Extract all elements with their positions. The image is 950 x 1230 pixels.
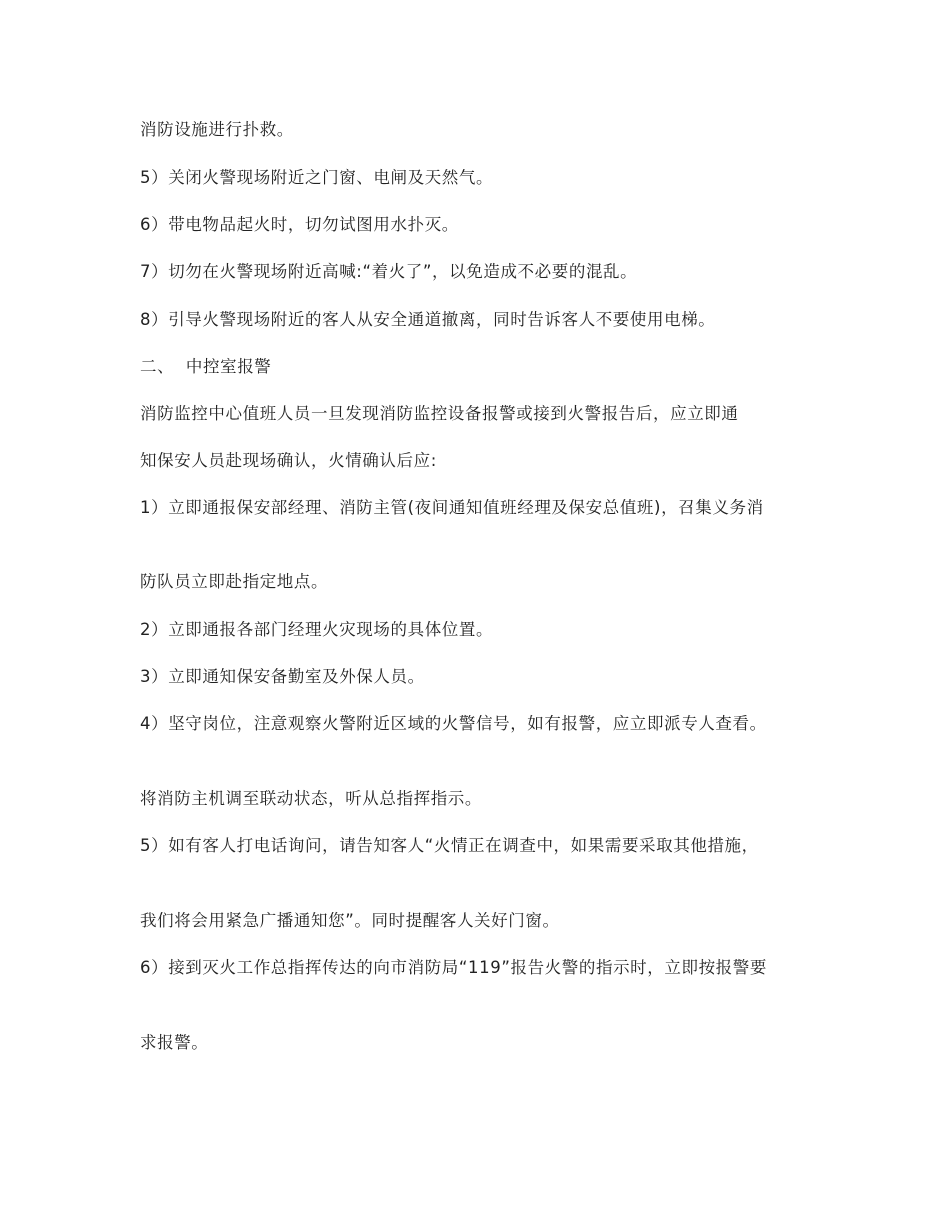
paragraph: 4）坚守岗位，注意观察火警附近区域的火警信号，如有报警，应立即派专人查看。 xyxy=(140,714,767,733)
paragraph: 6）接到灭火工作总指挥传达的向市消防局“119”报告火警的指示时，立即按报警要 xyxy=(140,958,767,977)
paragraph: 6）带电物品起火时，切勿试图用水扑灭。 xyxy=(140,215,459,234)
paragraph: 知保安人员赴现场确认，火情确认后应: xyxy=(140,451,437,470)
paragraph: 将消防主机调至联动状态，听从总指挥指示。 xyxy=(140,789,482,808)
paragraph: 我们将会用紧急广播通知您”。同时提醒客人关好门窗。 xyxy=(140,911,560,930)
paragraph: 8）引导火警现场附近的客人从安全通道撤离，同时告诉客人不要使用电梯。 xyxy=(140,310,716,329)
paragraph: 1）立即通报保安部经理、消防主管(夜间通知值班经理及保安总值班)，召集义务消 xyxy=(140,498,764,517)
paragraph: 消防监控中心值班人员一旦发现消防监控设备报警或接到火警报告后，应立即通 xyxy=(140,404,739,423)
paragraph: 3）立即通知保安备勤室及外保人员。 xyxy=(140,667,425,686)
paragraph: 2）立即通报各部门经理火灾现场的具体位置。 xyxy=(140,620,494,639)
section-heading: 二、 中控室报警 xyxy=(140,357,272,376)
paragraph: 5）如有客人打电话询问，请告知客人“火情正在调查中，如果需要采取其他措施， xyxy=(140,836,759,855)
paragraph: 求报警。 xyxy=(140,1033,209,1052)
paragraph: 防队员立即赴指定地点。 xyxy=(140,572,329,591)
paragraph: 5）关闭火警现场附近之门窗、电闸及天然气。 xyxy=(140,168,494,187)
paragraph: 消防设施进行扑救。 xyxy=(140,120,294,139)
paragraph: 7）切勿在火警现场附近高喊:“着火了”，以免造成不必要的混乱。 xyxy=(140,262,638,281)
